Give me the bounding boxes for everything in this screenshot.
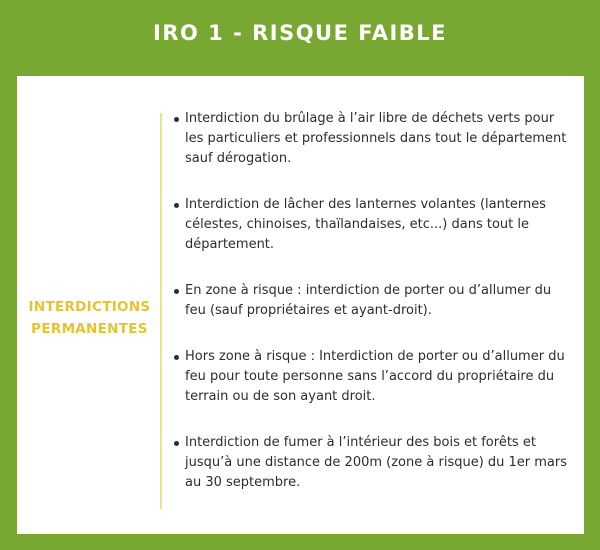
page-title: IRO 1 - RISQUE FAIBLE (153, 21, 447, 45)
section-label-line2: PERMANENTES (31, 321, 148, 337)
list-item (162, 109, 572, 169)
section-label (17, 296, 162, 340)
bullet-icon (174, 355, 179, 360)
header-bar (0, 0, 600, 66)
list-item-text: Hors zone à risque : Interdiction de porter ou d’allumer du feu pour toute personne sans l’accord du propriétaire du terrain ou de son ayant droit. (185, 349, 565, 404)
list-item-text: Interdiction du brûlage à l’air libre de déchets verts pour les particuliers et professionnels dans tout le département sauf dérogation. (185, 111, 567, 166)
bullet-icon (174, 203, 179, 208)
list-item (162, 433, 572, 493)
list-item-text: En zone à risque : interdiction de porter ou d’allumer du feu (sauf propriétaires et ayant-droit). (185, 283, 552, 318)
list-item-text: Interdiction de lâcher des lanternes volantes (lanternes célestes, chinoises, thaïlandaises, etc...) dans tout le département. (185, 197, 547, 252)
bullet-icon (174, 289, 179, 294)
list-item (162, 195, 572, 255)
bullet-icon (174, 117, 179, 122)
list-item (162, 281, 572, 321)
list-item-text: Interdiction de fumer à l’intérieur des bois et forêts et jusqu’à une distance de 200m (zone à risque) du 1er mars au 30 septembre. (185, 435, 568, 490)
list-item (162, 347, 572, 407)
bullet-icon (174, 441, 179, 446)
content-card (17, 76, 584, 534)
rules-list (162, 109, 572, 493)
section-label-line1: INTERDICTIONS (28, 299, 151, 315)
